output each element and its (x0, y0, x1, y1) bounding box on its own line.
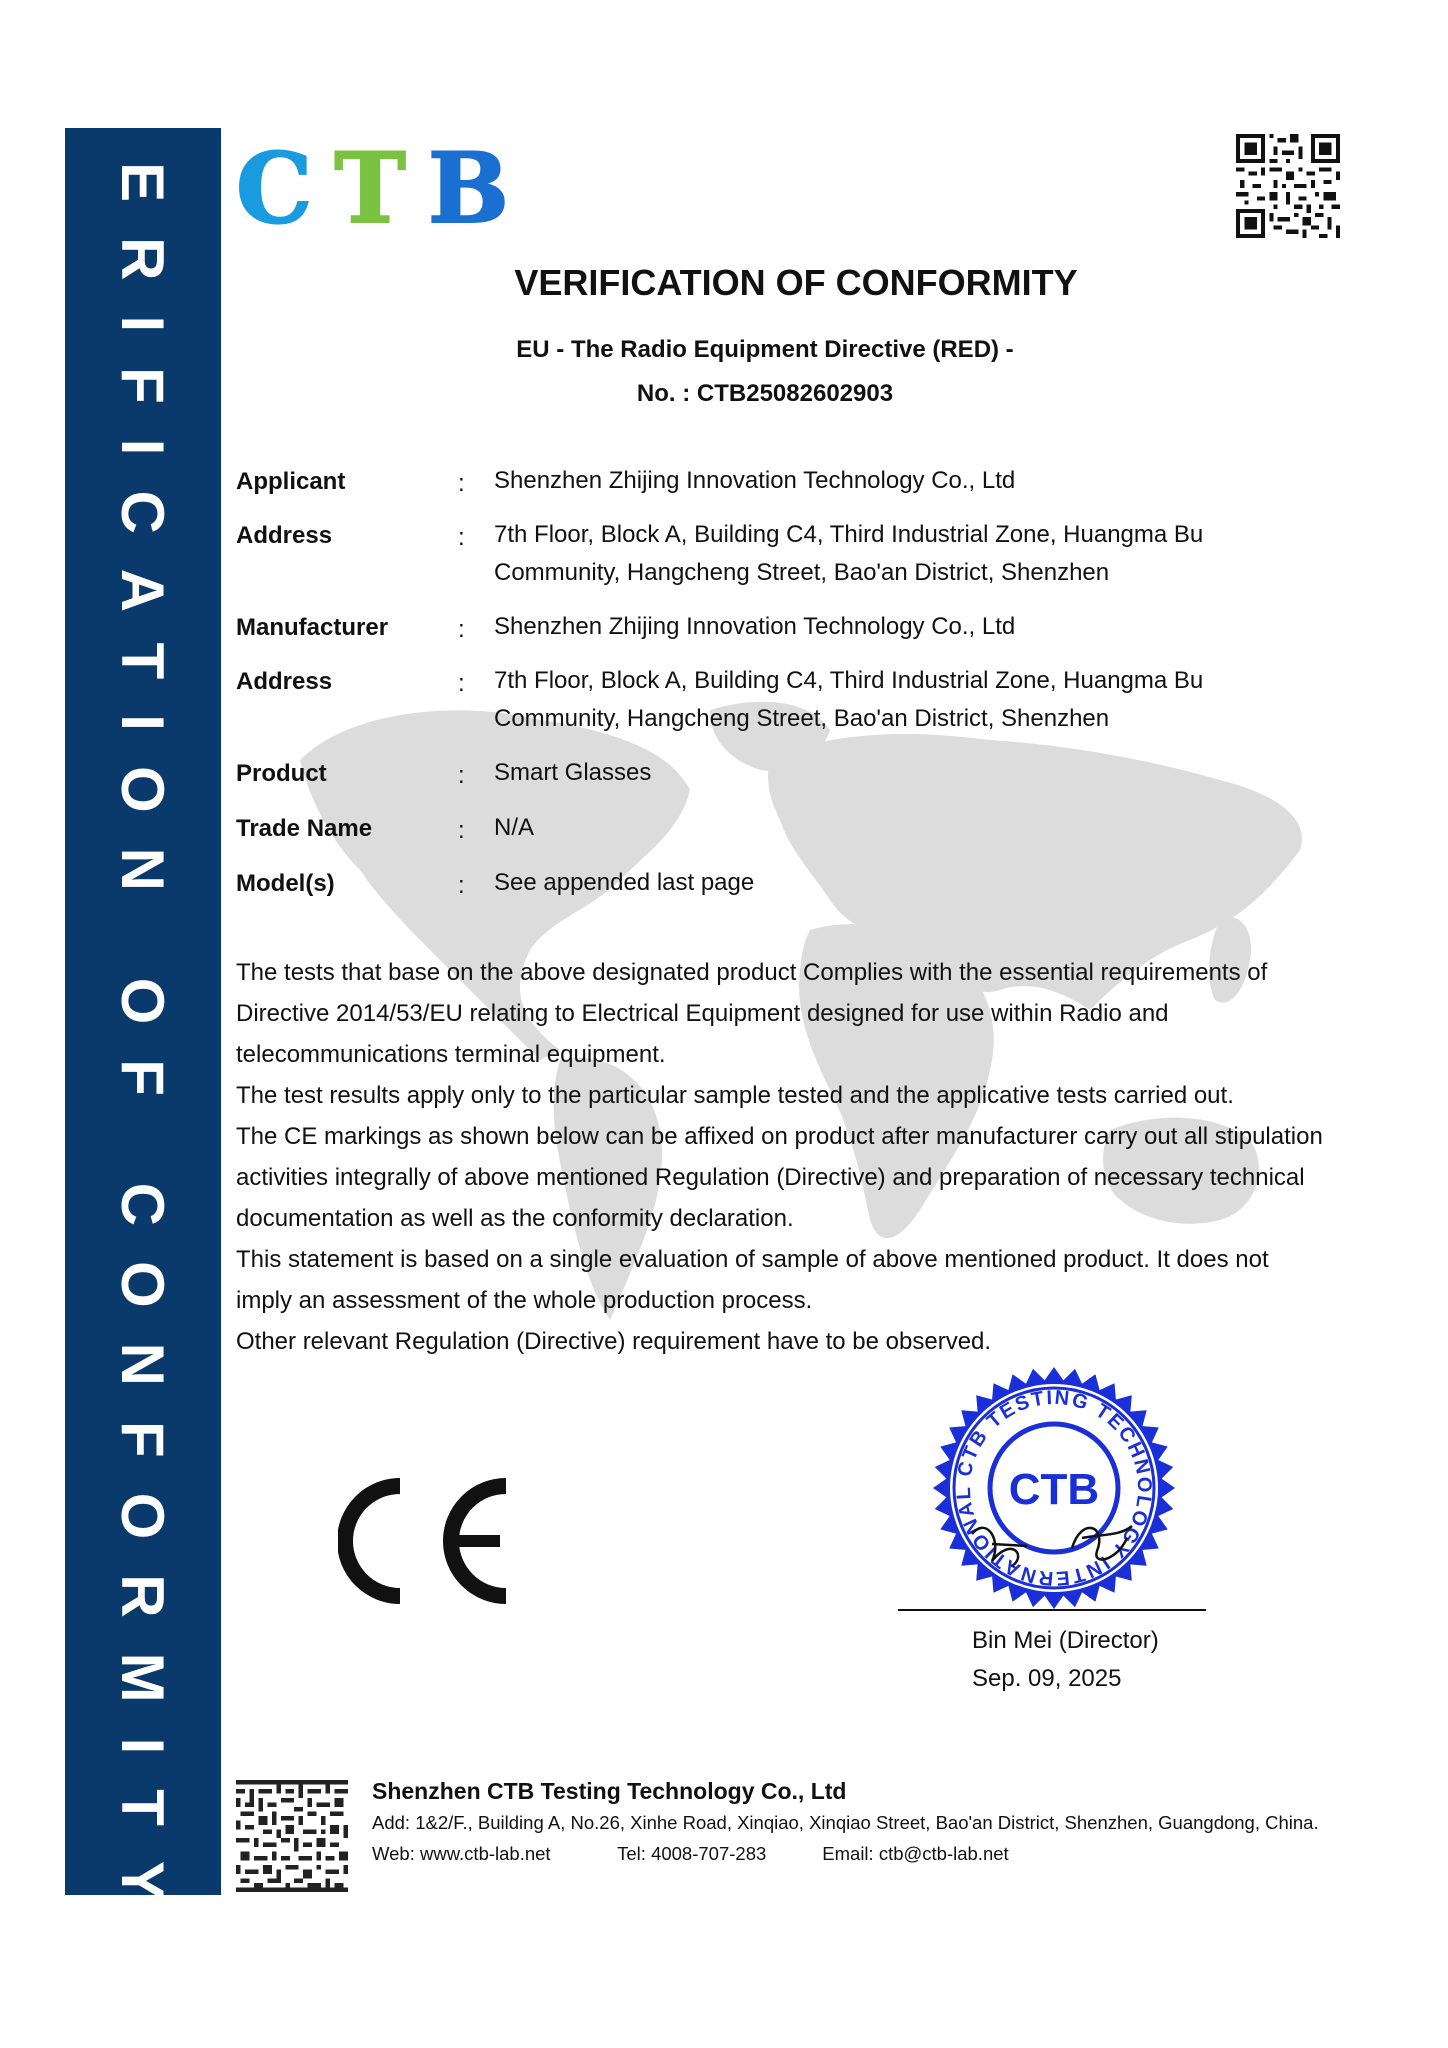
footer (372, 1776, 1362, 1869)
certificate-number: No. : CTB25082602903 (636, 380, 894, 407)
field-label: Address (236, 668, 333, 695)
page-title: VERIFICATION OF CONFORMITY (514, 262, 1078, 303)
qr-code-icon (1236, 134, 1340, 238)
signature-date: Sep. 09, 2025 (972, 1665, 1122, 1692)
footer-company-name: Shenzhen CTB Testing Technology Co., Ltd (372, 1778, 847, 1804)
address-line-2: Community, Hangcheng Street, Bao'an District, Shenzhen (494, 559, 1110, 586)
field-value (494, 662, 1346, 738)
field-value: See appended last page (494, 869, 755, 896)
signatory-block (972, 1622, 1159, 1698)
field-manufacturer (236, 608, 1346, 646)
logo-letter-b: B (427, 132, 509, 245)
statement-paragraph: This statement is based on a single evaluation of sample of above mentioned product. It does not imply an assessment of the whole production process. (236, 1246, 1269, 1314)
footer-qr-code-icon (236, 1780, 348, 1892)
field-label: Product (236, 760, 327, 787)
field-colon: : (458, 524, 465, 551)
company-seal (932, 1366, 1176, 1610)
field-label: Applicant (236, 468, 346, 495)
signatory-name: Bin Mei (Director) (972, 1627, 1159, 1654)
field-colon: : (458, 470, 465, 497)
footer-address: Add: 1&2/F., Building A, No.26, Xinhe Road, Xinqiao, Xinqiao Street, Bao'an District, Shenzhen, Guangdong, China. (372, 1812, 1319, 1833)
ctb-logo (236, 132, 509, 245)
address-line-2: Community, Hangcheng Street, Bao'an District, Shenzhen (494, 705, 1110, 732)
ce-mark-icon (338, 1476, 518, 1606)
logo-letter-c: C (236, 132, 313, 245)
address-line-1: 7th Floor, Block A, Building C4, Third Industrial Zone, Huangma Bu (494, 667, 1204, 694)
footer-contacts (372, 1839, 1362, 1869)
field-colon: : (458, 817, 465, 844)
footer-telephone: Tel: 4008-707-283 (617, 1843, 767, 1864)
field-applicant (236, 462, 1346, 500)
statement-paragraph: The tests that base on the above designated product Complies with the essential requirements of Directive 2014/53/EU relating to Electrical Equipment designed for use within Radio and telecommunications terminal equipment. (236, 959, 1268, 1068)
signature-line (898, 1609, 1206, 1611)
seal-center-text: CTB (1008, 1465, 1100, 1514)
statement-paragraph: Other relevant Regulation (Directive) requirement have to be observed. (236, 1328, 992, 1355)
field-label: Manufacturer (236, 614, 389, 641)
field-value: N/A (494, 814, 535, 841)
sidebar-band (65, 87, 221, 1936)
footer-website[interactable]: Web: www.ctb-lab.net (372, 1843, 551, 1864)
sidebar-vertical-title: VERIFICATION OF CONFORMITY (109, 87, 177, 1936)
field-colon: : (458, 670, 465, 697)
field-applicant-address (236, 516, 1346, 592)
certificate-fields (236, 462, 1346, 902)
field-value: Shenzhen Zhijing Innovation Technology Co., Ltd (494, 613, 1016, 640)
directive-subtitle: EU - The Radio Equipment Directive (RED) - (516, 336, 1014, 363)
field-colon: : (458, 762, 465, 789)
seal-ring-text: CTB TESTING TECHNOLOGY INTERNATIONAL (952, 1386, 1156, 1590)
field-colon: : (458, 616, 465, 643)
address-line-1: 7th Floor, Block A, Building C4, Third Industrial Zone, Huangma Bu (494, 521, 1204, 548)
field-manufacturer-address (236, 662, 1346, 738)
field-label: Trade Name (236, 815, 373, 842)
field-value (494, 516, 1346, 592)
field-trade-name (236, 809, 1346, 847)
statement-paragraph: The test results apply only to the particular sample tested and the applicative tests carried out. (236, 1082, 1234, 1109)
field-value: Smart Glasses (494, 759, 652, 786)
field-product (236, 754, 1346, 792)
field-value: Shenzhen Zhijing Innovation Technology Co., Ltd (494, 467, 1016, 494)
logo-letter-t: T (334, 132, 406, 245)
statement-paragraph: The CE markings as shown below can be affixed on product after manufacturer carry out all stipulation activities integrally of above mentioned Regulation (Directive) and preparation of necessary technical documentation as well as the conformity declaration. (236, 1123, 1323, 1232)
field-label: Model(s) (236, 870, 335, 897)
footer-email[interactable]: Email: ctb@ctb-lab.net (822, 1843, 1009, 1864)
field-colon: : (458, 872, 465, 899)
field-models (236, 864, 1346, 902)
conformity-statement (236, 952, 1326, 1362)
field-label: Address (236, 522, 333, 549)
